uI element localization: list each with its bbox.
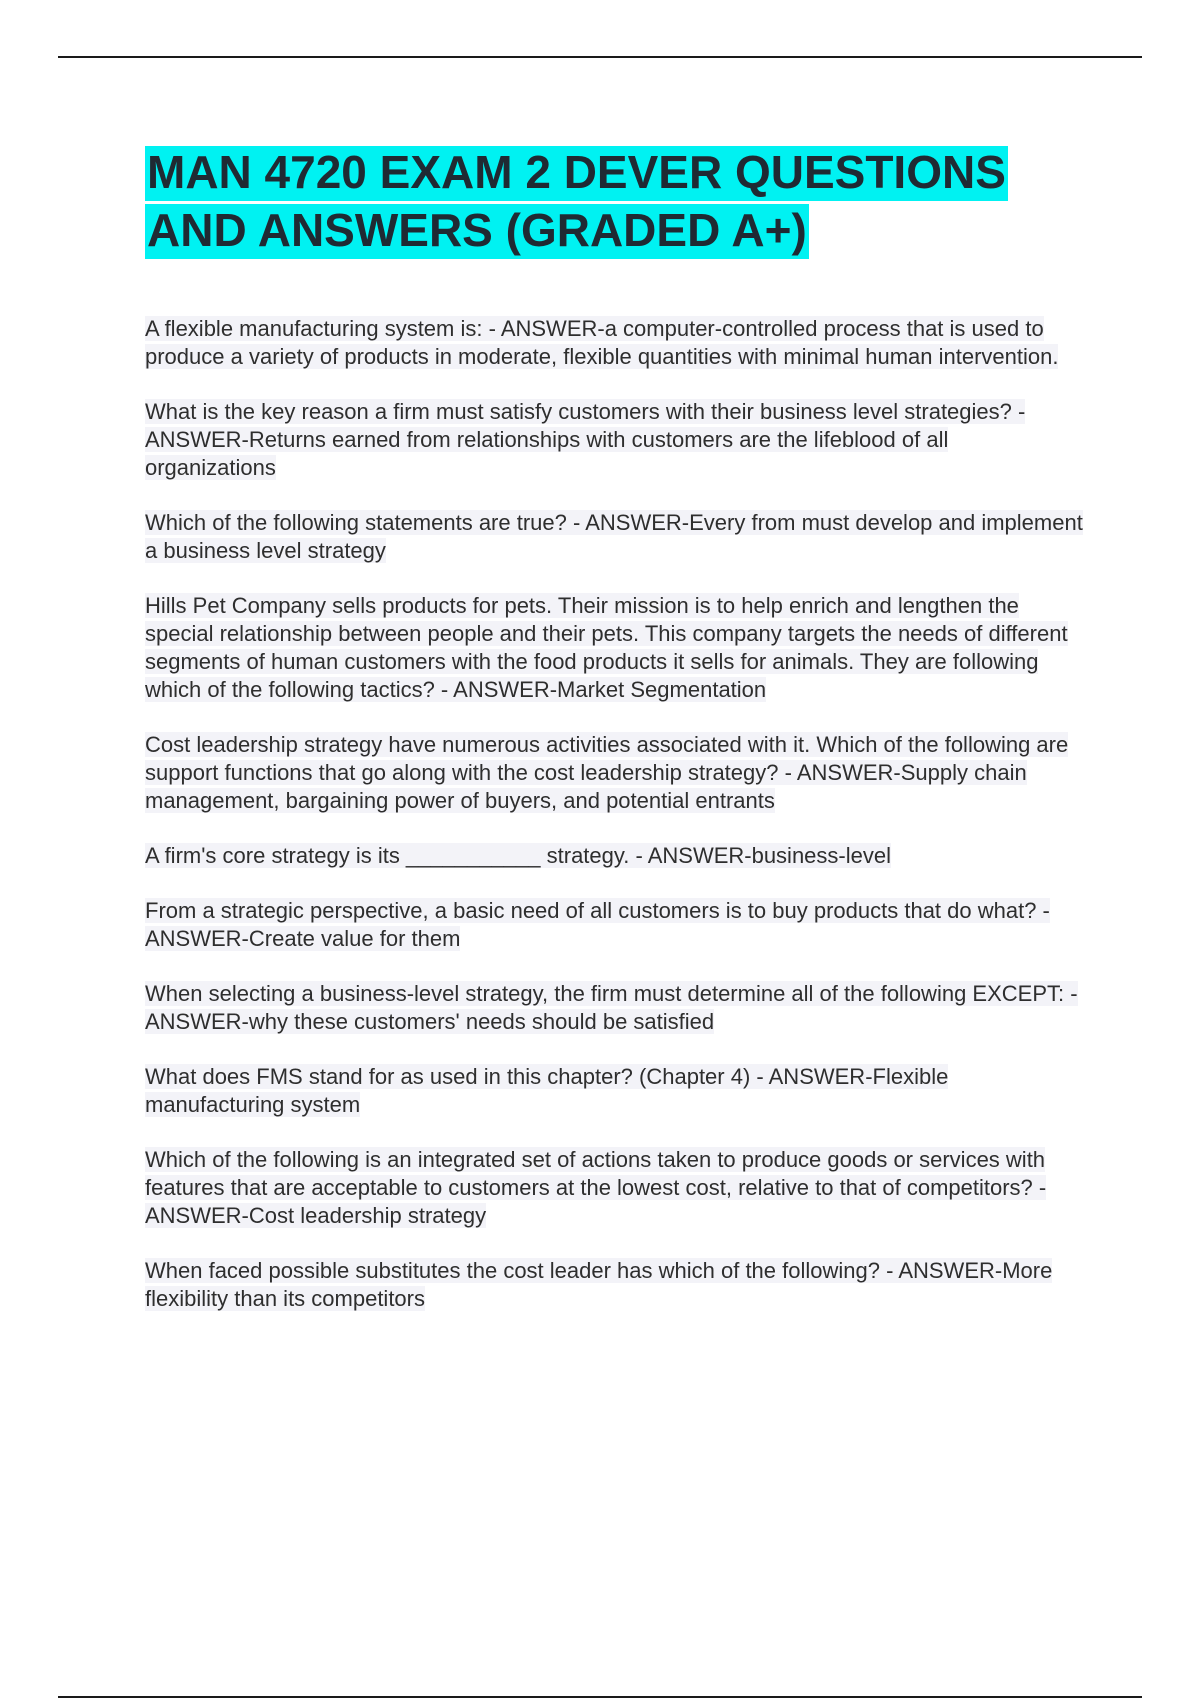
qa-item <box>145 897 1085 953</box>
qa-item-text: Which of the following statements are true? - ANSWER-Every from must develop and implement a business level strategy <box>145 510 1083 563</box>
qa-item <box>145 509 1085 565</box>
qa-item <box>145 315 1085 371</box>
qa-item-text: A firm's core strategy is its ___________ strategy. - ANSWER-business-level <box>145 843 891 868</box>
qa-item <box>145 398 1085 482</box>
qa-item-text: From a strategic perspective, a basic need of all customers is to buy products that do what? - ANSWER-Create value for them <box>145 898 1050 951</box>
header-rule <box>58 56 1142 58</box>
qa-item-text: Cost leadership strategy have numerous activities associated with it. Which of the following are support functions that go along with the cost leadership strategy? - ANSWER-Supply chain management, bargaining power of buyers, and potential entrants <box>145 732 1069 813</box>
qa-item-text: What does FMS stand for as used in this chapter? (Chapter 4) - ANSWER-Flexible manufacturing system <box>145 1064 949 1117</box>
qa-item <box>145 592 1085 704</box>
qa-item-text: Which of the following is an integrated set of actions taken to produce goods or services with features that are acceptable to customers at the lowest cost, relative to that of competitors? - ANSWER-Cost leadership strategy <box>145 1147 1047 1228</box>
document-title-text: MAN 4720 EXAM 2 DEVER QUESTIONS AND ANSWERS (GRADED A+) <box>145 146 1008 259</box>
footer-rule <box>58 1696 1142 1698</box>
qa-list <box>145 315 1085 1313</box>
document-content <box>145 143 1085 1340</box>
qa-item <box>145 842 1085 870</box>
document-title <box>145 143 1085 259</box>
qa-item-text: A flexible manufacturing system is: - ANSWER-a computer-controlled process that is used to produce a variety of products in moderate, flexible quantities with minimal human intervention. <box>145 316 1059 369</box>
qa-item-text: Hills Pet Company sells products for pets. Their mission is to help enrich and lengthen the special relationship between people and their pets. This company targets the needs of different segments of human customers with the food products it sells for animals. They are following which of the following tactics? - ANSWER-Market Segmentation <box>145 593 1068 702</box>
qa-item <box>145 1146 1085 1230</box>
qa-item-text: When selecting a business-level strategy, the firm must determine all of the following EXCEPT: - ANSWER-why these customers' needs should be satisfied <box>145 981 1078 1034</box>
qa-item <box>145 731 1085 815</box>
qa-item <box>145 1063 1085 1119</box>
qa-item-text: When faced possible substitutes the cost leader has which of the following? - ANSWER-More flexibility than its competitors <box>145 1258 1053 1311</box>
qa-item <box>145 980 1085 1036</box>
qa-item <box>145 1257 1085 1313</box>
qa-item-text: What is the key reason a firm must satisfy customers with their business level strategies? - ANSWER-Returns earned from relationships with customers are the lifeblood of all organizations <box>145 399 1026 480</box>
